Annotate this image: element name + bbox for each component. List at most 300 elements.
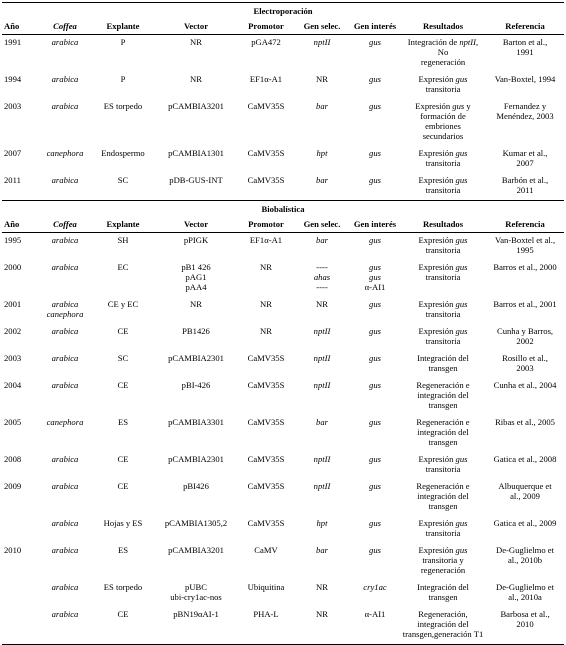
cell-line: Menéndez, 2003 (496, 111, 554, 121)
cell-line: gus (369, 518, 381, 528)
cell-vector (154, 99, 238, 146)
cell-gen-selec (294, 378, 350, 415)
cell-line: nptII (313, 37, 331, 47)
cell-year: 1991 (4, 37, 22, 47)
cell-coffea (38, 607, 92, 645)
cell-line: pBI426 (183, 481, 209, 491)
cell-gen-selec (294, 580, 350, 607)
cell-coffea (38, 35, 92, 73)
cell-explante (92, 580, 154, 607)
cell-explante (92, 146, 154, 173)
cell-line: integración del (417, 619, 469, 629)
cell-explante (92, 297, 154, 324)
cell-gen-selec (294, 233, 350, 261)
column-header: Resultados (400, 18, 486, 35)
cell-line: arabica (51, 175, 79, 185)
cell-line: NR (190, 37, 202, 47)
cell-coffea (38, 351, 92, 378)
section-title-row (2, 3, 564, 19)
cell-gen-interes (350, 173, 400, 201)
cell-line: arabica (51, 518, 79, 528)
cell-line: arabica (51, 582, 79, 592)
cell-promotor: CaMV35S (247, 175, 285, 185)
cell-line: transitoria (425, 336, 461, 346)
cell-line: NR (316, 299, 328, 309)
cell-line: arabica (51, 235, 79, 245)
column-header: Coffea (38, 18, 92, 35)
cell-gen-interes (350, 516, 400, 543)
cell-explante (92, 351, 154, 378)
cell-vector (154, 351, 238, 378)
cell-vector (154, 72, 238, 99)
cell-resultados (400, 324, 486, 351)
cell-line: gus (369, 262, 381, 272)
cell-referencia (486, 415, 564, 452)
cell-gen-selec (294, 146, 350, 173)
cell-resultados (400, 35, 486, 73)
cell-explante (92, 260, 154, 297)
cell-line: transitoria (425, 245, 461, 255)
cell-line: 2007 (516, 158, 534, 168)
column-header: Gen interés (350, 216, 400, 233)
cell-year: 2010 (4, 545, 22, 555)
cell-line: arabica (51, 454, 79, 464)
cell-vector (154, 415, 238, 452)
cell-gen-selec (294, 297, 350, 324)
cell-referencia (486, 324, 564, 351)
cell-vector (154, 260, 238, 297)
cell-promotor: PHA-L (238, 607, 294, 645)
cell-referencia (486, 452, 564, 479)
cell-line: arabica (51, 545, 79, 555)
cell-gen-selec (294, 72, 350, 99)
cell-line: integración del transgen (417, 427, 469, 447)
cell-promotor: NR (260, 326, 272, 336)
cell-gen-interes (350, 543, 400, 580)
cell-line: De-Guglielmo et (496, 545, 555, 555)
cell-resultados (400, 607, 486, 645)
cell-resultados (400, 173, 486, 201)
cell-explante (92, 72, 154, 99)
cell-line: gus (369, 37, 381, 47)
cell-line: integración del transgen (417, 390, 469, 410)
cell-line: NR (316, 609, 328, 619)
cell-line: Expresión gus (418, 454, 468, 464)
cell-line: pCAMBIA3301 (168, 417, 224, 427)
cell-line: Integración del transgen (417, 582, 469, 602)
cell-explante (92, 415, 154, 452)
cell-line: pDB-GUS-INT (169, 175, 223, 185)
cell-promotor: CaMV35S (247, 380, 285, 390)
cell-line: Integración del transgen (417, 353, 469, 373)
cell-line: pAA4 (185, 282, 207, 292)
table-row (2, 99, 564, 146)
cell-promotor: CaMV35S (247, 148, 285, 158)
cell-line: pUBC (185, 582, 207, 592)
cell-line: Barbón et al., (501, 175, 549, 185)
cell-line: arabica (51, 380, 79, 390)
cell-referencia (486, 260, 564, 297)
cell-line: Expresión gus (418, 299, 468, 309)
cell-line: ES torpedo (103, 101, 143, 111)
column-header: Año (2, 216, 38, 233)
cell-gen-interes (350, 146, 400, 173)
column-header: Vector (154, 216, 238, 233)
cell-resultados (400, 260, 486, 297)
cell-line: bar (316, 417, 328, 427)
cell-referencia (486, 479, 564, 516)
cell-coffea (38, 415, 92, 452)
cell-line: gus (369, 454, 381, 464)
cell-year (2, 580, 38, 607)
cell-line: Expresión gus y (415, 101, 471, 111)
cell-gen-selec (294, 260, 350, 297)
cell-promotor: NR (260, 299, 272, 309)
cell-line: al., 2010a (508, 592, 542, 602)
cell-line: pAG1 (185, 272, 207, 282)
cell-line: arabica (51, 101, 79, 111)
cell-gen-interes (350, 580, 400, 607)
cell-gen-selec (294, 351, 350, 378)
column-header: Explante (92, 18, 154, 35)
column-header: Promotor (238, 216, 294, 233)
cell-coffea (38, 260, 92, 297)
cell-gen-interes (350, 324, 400, 351)
cell-line: Gatica et al., 2009 (493, 518, 557, 528)
cell-resultados (400, 479, 486, 516)
cell-line: arabica (51, 37, 79, 47)
cell-line: Kumar et al., (502, 148, 548, 158)
cell-line: nptII (313, 380, 331, 390)
column-header: Promotor (238, 18, 294, 35)
cell-gen-selec (294, 324, 350, 351)
cell-line: bar (316, 235, 328, 245)
cell-line: gus (369, 148, 381, 158)
cell-gen-interes (350, 72, 400, 99)
cell-year: 2007 (4, 148, 22, 158)
cell-vector (154, 479, 238, 516)
column-header: Año (2, 18, 38, 35)
cell-line: gus (369, 74, 381, 84)
cell-line: nptII (313, 481, 331, 491)
cell-promotor: CaMV35S (247, 101, 285, 111)
cell-line: pCAMBIA3201 (168, 545, 224, 555)
cell-line: integración del transgen (417, 491, 469, 511)
cell-vector (154, 516, 238, 543)
cell-year: 1994 (4, 74, 22, 84)
cell-referencia (486, 72, 564, 99)
cell-resultados (400, 378, 486, 415)
cell-year: 2011 (4, 175, 21, 185)
cell-line: Van-Boxtel et al., (494, 235, 556, 245)
cell-line: 2010 (516, 619, 534, 629)
cell-line: PB1426 (182, 326, 210, 336)
cell-explante (92, 378, 154, 415)
cell-coffea (38, 580, 92, 607)
table-row (2, 479, 564, 516)
cell-line: α-AI1 (364, 282, 386, 292)
cell-vector (154, 452, 238, 479)
cell-line: Expresión gus (418, 235, 468, 245)
table-row (2, 72, 564, 99)
cell-gen-interes (350, 233, 400, 261)
cell-resultados (400, 297, 486, 324)
table-row (2, 35, 564, 73)
cell-line: nptII (313, 326, 331, 336)
cell-line: SH (117, 235, 129, 245)
cell-referencia (486, 378, 564, 415)
cell-line: Barbosa et al., (500, 609, 550, 619)
cell-line: gus (369, 326, 381, 336)
cell-vector (154, 297, 238, 324)
cell-line: NR (316, 74, 328, 84)
cell-gen-interes (350, 351, 400, 378)
cell-line: bar (316, 101, 328, 111)
cell-coffea (38, 543, 92, 580)
cell-resultados (400, 516, 486, 543)
cell-resultados (400, 72, 486, 99)
table-row (2, 452, 564, 479)
cell-line: secundarios (422, 131, 464, 141)
cell-line: arabica (51, 481, 79, 491)
cell-line: Barton et al., (502, 37, 548, 47)
cell-explante (92, 479, 154, 516)
cell-gen-interes (350, 297, 400, 324)
cell-line: pCAMBIA1301 (168, 148, 224, 158)
cell-line: NR (316, 582, 328, 592)
cell-gen-selec (294, 543, 350, 580)
cell-line: pCAMBIA2301 (168, 353, 224, 363)
cell-line: regeneración (420, 57, 466, 67)
cell-gen-selec (294, 479, 350, 516)
cell-line: transitoria (425, 185, 461, 195)
column-header: Gen interés (350, 18, 400, 35)
cell-resultados (400, 233, 486, 261)
cell-line: ES torpedo (103, 582, 143, 592)
cell-line: arabica (51, 74, 79, 84)
cell-explante (92, 516, 154, 543)
cell-line: P (120, 74, 126, 84)
cell-resultados (400, 99, 486, 146)
cell-vector (154, 580, 238, 607)
cell-line: transitoria (425, 528, 461, 538)
cell-line: Expresión gus (418, 545, 468, 555)
cell-gen-selec (294, 173, 350, 201)
cell-line: pBI-426 (181, 380, 211, 390)
cell-year: 2000 (4, 262, 22, 272)
cell-line: pCAMBIA3201 (168, 101, 224, 111)
table-row (2, 324, 564, 351)
cell-promotor: CaMV35S (247, 454, 285, 464)
cell-referencia (486, 173, 564, 201)
cell-line: Fernandez y (503, 101, 547, 111)
cell-referencia (486, 297, 564, 324)
cell-promotor: CaMV35S (247, 417, 285, 427)
cell-line: CE y EC (107, 299, 139, 309)
cell-promotor: pGA472 (251, 37, 281, 47)
cell-line: pBN19αAI-1 (173, 609, 219, 619)
cell-resultados (400, 351, 486, 378)
cell-promotor: EF1α-A1 (249, 235, 283, 245)
cell-line: 2011 (516, 185, 534, 195)
cell-resultados (400, 543, 486, 580)
cell-resultados (400, 580, 486, 607)
cell-line: hpt (316, 148, 328, 158)
cell-line: 1991 (516, 47, 534, 57)
cell-coffea (38, 479, 92, 516)
column-header: Explante (92, 216, 154, 233)
cell-line: NR (190, 299, 202, 309)
cell-line: nptII (313, 454, 331, 464)
cell-line: arabica (51, 299, 79, 309)
cell-line: gus (369, 101, 381, 111)
cell-year: 2003 (4, 353, 22, 363)
cell-coffea (38, 146, 92, 173)
table-row (2, 173, 564, 201)
cell-year (2, 516, 38, 543)
cell-line: gus (369, 380, 381, 390)
cell-gen-selec (294, 415, 350, 452)
table-row (2, 580, 564, 607)
cell-gen-selec (294, 99, 350, 146)
cell-line: 1995 (516, 245, 534, 255)
cell-gen-interes (350, 479, 400, 516)
table-row (2, 297, 564, 324)
cell-line: transgen,generación T1 (402, 629, 484, 639)
cell-promotor: CaMV (254, 545, 278, 555)
table-row (2, 233, 564, 261)
cell-line: CE (117, 326, 129, 336)
cell-explante (92, 543, 154, 580)
cell-line: Expresión gus (418, 175, 468, 185)
cell-vector (154, 324, 238, 351)
section-title-row (2, 201, 564, 217)
cell-line: gus (369, 175, 381, 185)
cell-coffea (38, 516, 92, 543)
cell-referencia (486, 516, 564, 543)
cell-vector (154, 173, 238, 201)
cell-year: 2009 (4, 481, 22, 491)
cell-line: EC (117, 262, 129, 272)
cell-resultados (400, 146, 486, 173)
cell-line: transitoria (425, 158, 461, 168)
cell-coffea (38, 324, 92, 351)
cell-line: gus (369, 353, 381, 363)
cell-line: NR (190, 74, 202, 84)
cell-referencia (486, 607, 564, 645)
cell-line: gus (369, 299, 381, 309)
cell-line: al., 2009 (510, 491, 540, 501)
cell-gen-interes (350, 260, 400, 297)
cell-line: Rosillo et al., (502, 353, 548, 363)
cell-line: nptII (313, 353, 331, 363)
cell-line: pCAMBIA2301 (168, 454, 224, 464)
header-row (2, 216, 564, 233)
cell-year: 2003 (4, 101, 22, 111)
cell-line: pCAMBIA1305,2 (164, 518, 228, 528)
cell-line: Regeneración e (416, 380, 470, 390)
cell-line: Regeneración, (418, 609, 468, 619)
cell-gen-interes (350, 415, 400, 452)
cell-explante (92, 607, 154, 645)
cell-gen-interes (350, 452, 400, 479)
cell-gen-interes (350, 378, 400, 415)
cell-referencia (486, 35, 564, 73)
cell-explante (92, 35, 154, 73)
header-row (2, 18, 564, 35)
cell-explante (92, 99, 154, 146)
cell-explante (92, 452, 154, 479)
cell-line: P (120, 37, 126, 47)
cell-vector (154, 146, 238, 173)
cell-line: Expresión gus (418, 74, 468, 84)
cell-line: arabica (51, 262, 79, 272)
cell-line: gus (369, 417, 381, 427)
cell-line: transitoria (425, 84, 461, 94)
cell-line: 2003 (516, 363, 534, 373)
column-header: Coffea (38, 216, 92, 233)
cell-coffea (38, 233, 92, 261)
transformation-table (2, 2, 564, 645)
cell-line: bar (316, 175, 328, 185)
table-row (2, 516, 564, 543)
cell-gen-interes (350, 607, 400, 645)
cell-gen-selec (294, 516, 350, 543)
table-row (2, 378, 564, 415)
cell-gen-selec (294, 607, 350, 645)
cell-line: ---- (316, 262, 328, 272)
cell-line: CE (117, 454, 129, 464)
cell-line: CE (117, 481, 129, 491)
cell-line: Cunha et al., 2004 (493, 380, 557, 390)
cell-coffea (38, 99, 92, 146)
table-row (2, 351, 564, 378)
cell-explante (92, 173, 154, 201)
cell-gen-selec (294, 35, 350, 73)
cell-year: 2004 (4, 380, 22, 390)
column-header: Vector (154, 18, 238, 35)
cell-line: Cunha y Barros, (496, 326, 554, 336)
cell-vector (154, 35, 238, 73)
cell-line: Integración de nptII, No (407, 37, 479, 57)
cell-coffea (38, 173, 92, 201)
cell-line: canephora (46, 417, 84, 427)
cell-line: transitoria y (422, 555, 464, 565)
cell-referencia (486, 543, 564, 580)
cell-line: Expresión gus (418, 148, 468, 158)
cell-gen-interes (350, 35, 400, 73)
cell-line: Hojas y ES (103, 518, 143, 528)
cell-line: Albuquerque et (498, 481, 552, 491)
cell-line: arabica (51, 326, 79, 336)
cell-line: CE (117, 380, 129, 390)
cell-line: ES (117, 545, 129, 555)
section-title: Biobalística (2, 201, 564, 217)
cell-line: Barros et al., 2000 (493, 262, 557, 272)
cell-line: Gatica et al., 2008 (493, 454, 557, 464)
cell-explante (92, 233, 154, 261)
table-row (2, 607, 564, 645)
cell-line: hpt (316, 518, 328, 528)
cell-coffea (38, 297, 92, 324)
cell-line: 2002 (516, 336, 534, 346)
cell-line: Endospermo (101, 148, 145, 158)
cell-referencia (486, 99, 564, 146)
table-row (2, 543, 564, 580)
cell-line: ES (117, 417, 129, 427)
cell-year: 2001 (4, 299, 22, 309)
column-header: Referencia (486, 18, 564, 35)
